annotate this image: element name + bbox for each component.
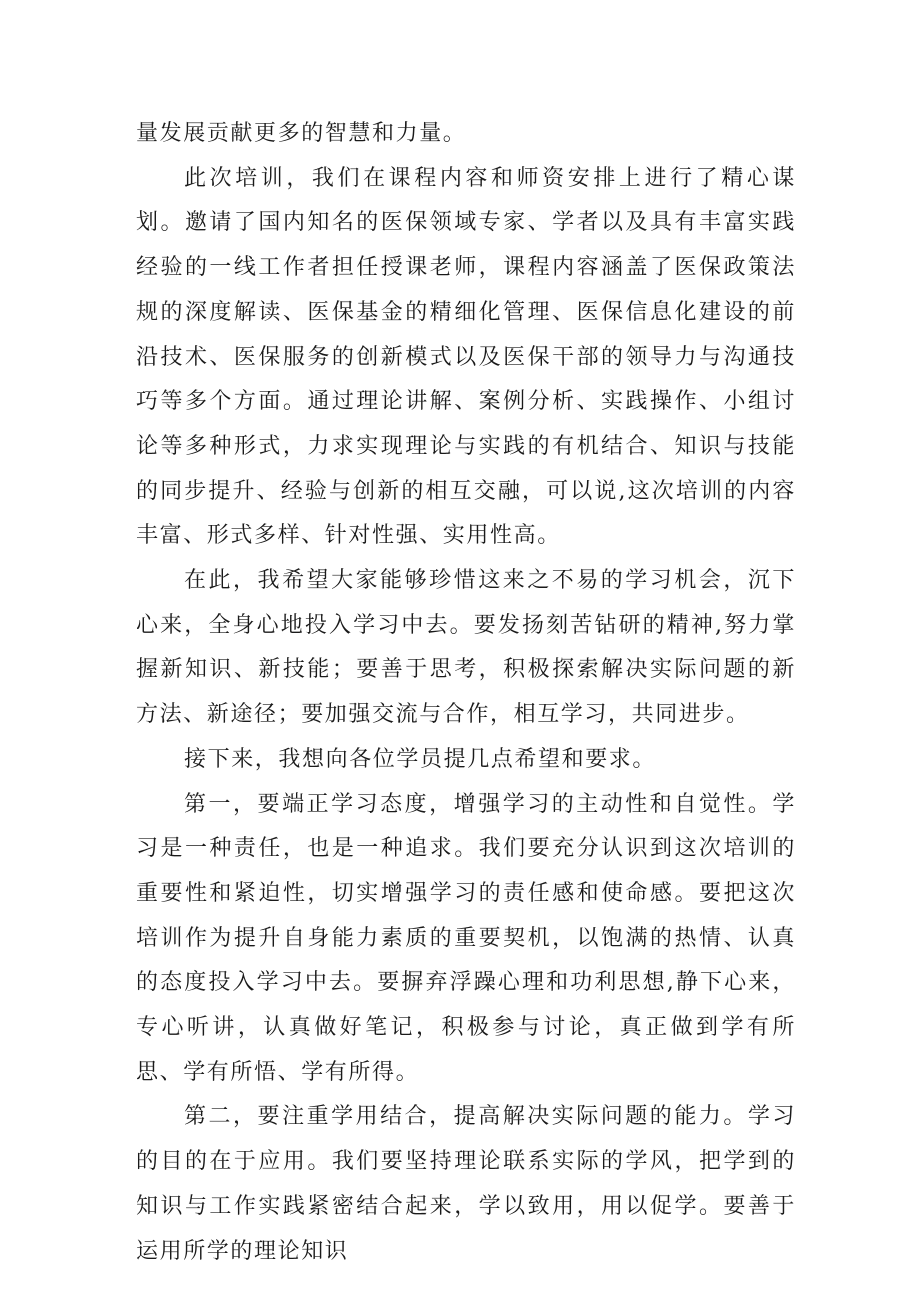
paragraph-6: 第二，要注重学用结合，提高解决实际问题的能力。学习的目的在于应用。我们要坚持理论联系实际的学风，把学到的知识与工作实践紧密结合起来，学以致用，用以促学。要善于运用所学的理论知识 [136, 1104, 796, 1264]
paragraph-2: 此次培训，我们在课程内容和师资安排上进行了精心谋划。邀请了国内知名的医保领域专家、学者以及具有丰富实践经验的一线工作者担任授课老师，课程内容涵盖了医保政策法规的深度解读、医保基金的精细化管理、医保信息化建设的前沿技术、医保服务的创新模式以及医保干部的领导力与沟通技巧等多个方面。通过理论讲解、案例分析、实践操作、小组讨论等多种形式，力求实现理论与实践的有机结合、知识与技能的同步提升、经验与创新的相互交融，可以说,这次培训的内容丰富、形式多样、针对性强、实用性高。 [136, 165, 796, 549]
paragraph-5: 第一，要端正学习态度，增强学习的主动性和自觉性。学习是一种责任，也是一种追求。我们要充分认识到这次培训的重要性和紧迫性，切实增强学习的责任感和使命感。要把这次培训作为提升自身能力素质的重要契机，以饱满的热情、认真的态度投入学习中去。要摒弃浮躁心理和功利思想,静下心来，专心听讲，认真做好笔记，积极参与讨论，真正做到学有所思、学有所悟、学有所得。 [136, 791, 796, 1085]
document-body [136, 112, 796, 1274]
paragraph-1: 量发展贡献更多的智慧和力量。 [136, 121, 467, 146]
paragraph-3: 在此，我希望大家能够珍惜这来之不易的学习机会，沉下心来，全身心地投入学习中去。要发扬刻苦钻研的精神,努力掌握新知识、新技能；要善于思考，积极探索解决实际问题的新方法、新途径；要加强交流与合作，相互学习，共同进步。 [136, 568, 796, 728]
paragraph-4: 接下来，我想向各位学员提几点希望和要求。 [184, 746, 657, 772]
